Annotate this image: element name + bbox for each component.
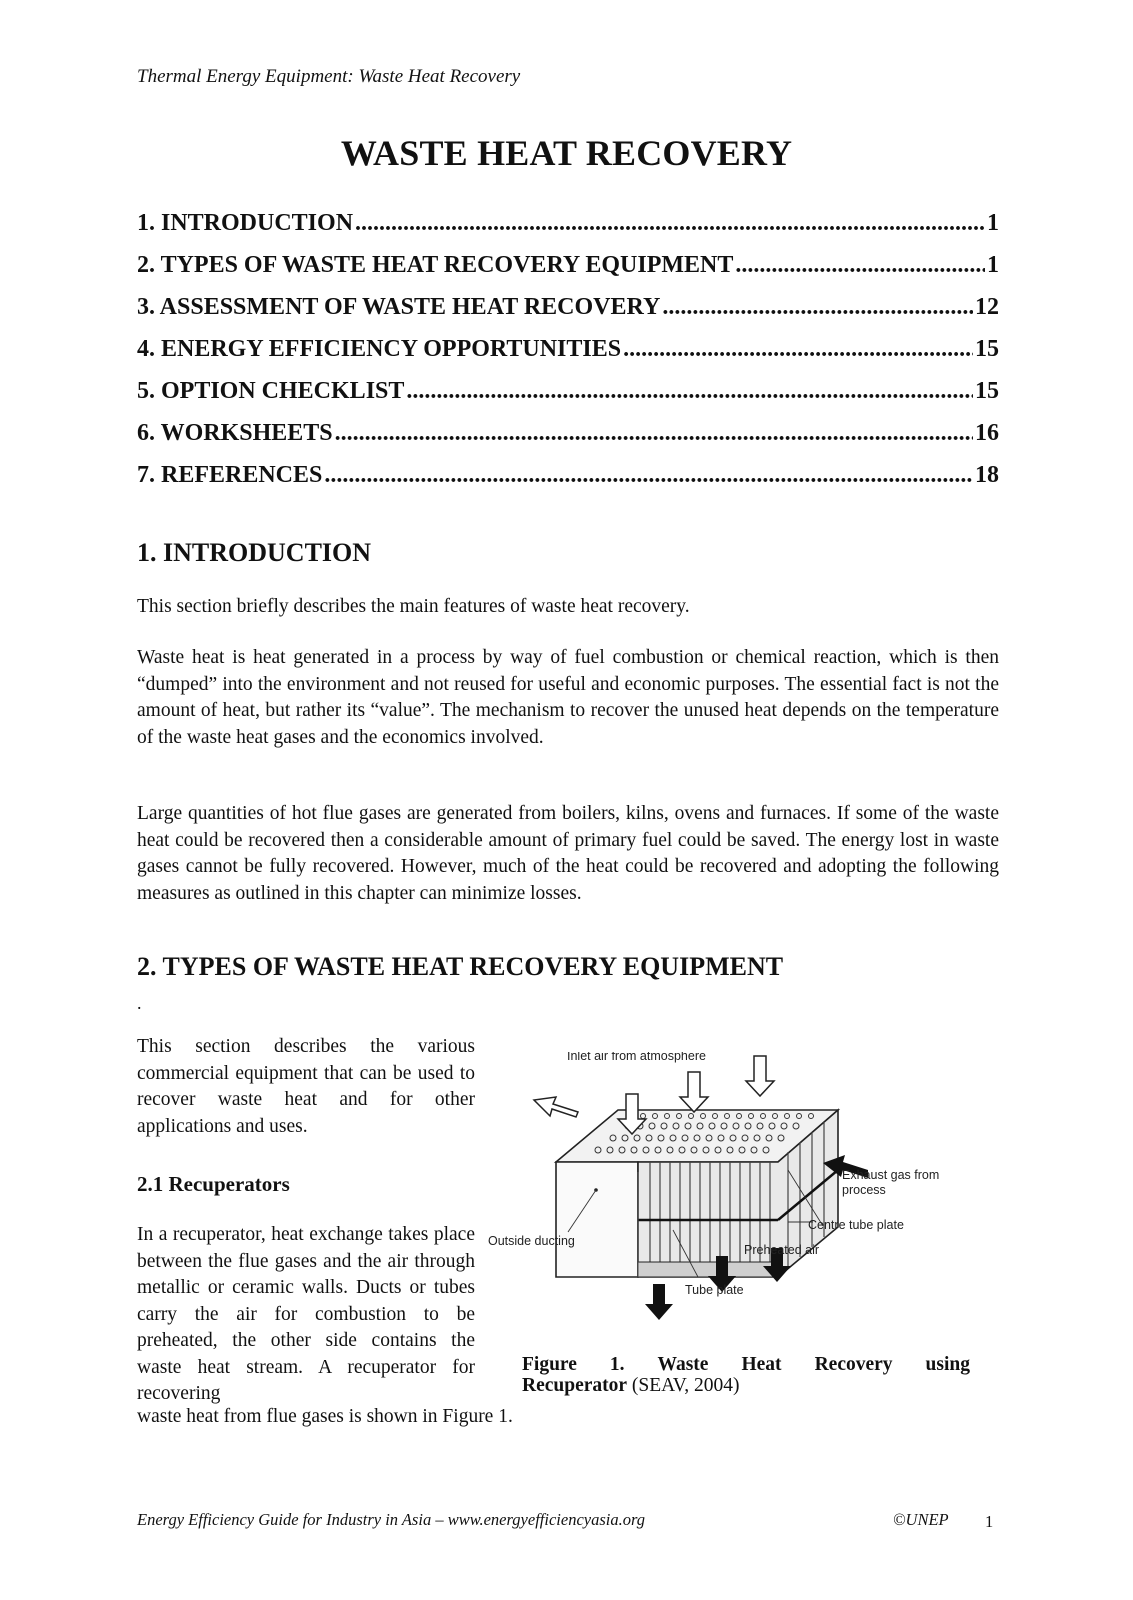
toc-leader <box>355 210 985 237</box>
label-tube-plate: Tube plate <box>685 1283 744 1297</box>
caption-line-2 <box>522 1375 970 1396</box>
running-header: Thermal Energy Equipment: Waste Heat Recovery <box>137 66 521 87</box>
intro-paragraph-1: This section briefly describes the main features of waste heat recovery. <box>137 596 690 617</box>
label-centre-tube-plate: Centre tube plate <box>808 1218 904 1232</box>
toc-entry-label: 1. INTRODUCTION <box>137 210 354 236</box>
toc-entry-page: 1 <box>987 252 999 278</box>
types-intro-paragraph: This section describes the various commercial equipment that can be used to recover waste heat and for other applications and uses. <box>137 1036 475 1137</box>
section-heading-introduction: 1. INTRODUCTION <box>137 538 372 567</box>
table-of-contents <box>137 210 999 504</box>
caption-recuperator: Recuperator <box>522 1375 628 1396</box>
toc-entry[interactable] <box>137 294 999 336</box>
toc-entry[interactable] <box>137 462 999 504</box>
label-preheated-air: Preheated air <box>744 1243 820 1257</box>
label-inlet-air: Inlet air from atmosphere <box>567 1052 706 1063</box>
toc-leader <box>662 294 973 321</box>
label-outside-ducting: Outside ducting <box>488 1234 575 1248</box>
toc-entry-page: 15 <box>975 378 999 404</box>
caption-word: Waste <box>657 1354 709 1375</box>
caption-line-1 <box>522 1354 970 1375</box>
toc-entry[interactable] <box>137 378 999 420</box>
caption-word: using <box>925 1354 970 1375</box>
recuperator-paragraph-end: waste heat from flue gases is shown in Figure 1. <box>137 1406 513 1427</box>
section-heading-types: 2. TYPES OF WASTE HEAT RECOVERY EQUIPMENT <box>137 952 784 981</box>
recuperator-paragraph: In a recuperator, heat exchange takes place between the flue gases and the air through metallic or ceramic walls. Ducts or tubes carry the air for combustion to be preheated, the other side contains the waste heat stream. A recuperator for recovering <box>137 1224 475 1404</box>
inlet-air-arrow <box>746 1056 774 1096</box>
preheated-air-arrow <box>645 1284 673 1320</box>
front-face <box>556 1162 638 1277</box>
toc-entry-label: 7. REFERENCES <box>137 462 323 488</box>
label-exhaust-gas: Exhaust gas from <box>842 1168 940 1182</box>
caption-word: Figure <box>522 1354 577 1375</box>
footer-page-number: 1 <box>985 1512 994 1531</box>
caption-word: Recovery <box>814 1354 893 1375</box>
toc-entry-page: 18 <box>975 462 999 488</box>
inlet-air-arrow <box>680 1072 708 1112</box>
intro-paragraph-2: Waste heat is heat generated in a process by way of fuel combustion or chemical reaction, which is then “dumped” into the environment and not reused for useful and economic purposes. The essential fact is not the amount of heat, but rather its “value”. The mechanism to recover the unused heat depends on the temperature of the waste heat gases and the economics involved. <box>137 647 999 748</box>
toc-entry-page: 1 <box>987 210 999 236</box>
toc-leader <box>623 336 973 363</box>
document-title: WASTE HEAT RECOVERY <box>340 133 793 173</box>
toc-entry-label: 3. ASSESSMENT OF WASTE HEAT RECOVERY <box>137 294 661 320</box>
subsection-heading-recuperators: 2.1 Recuperators <box>137 1172 290 1196</box>
footer-guide-title: Energy Efficiency Guide for Industry in Asia – www.energyefficiencyasia.org <box>137 1510 646 1529</box>
toc-entry-label: 2. TYPES OF WASTE HEAT RECOVERY EQUIPMENT <box>137 252 734 278</box>
caption-word: 1. <box>609 1354 625 1375</box>
toc-entry-label: 5. OPTION CHECKLIST <box>137 378 405 404</box>
outlet-air-arrow <box>534 1097 578 1117</box>
toc-entry-label: 6. WORKSHEETS <box>137 420 333 446</box>
label-exhaust-process: process <box>842 1183 886 1197</box>
intro-paragraph-3: Large quantities of hot flue gases are generated from boilers, kilns, ovens and furnaces. If some of the waste heat could be recovered then a considerable amount of primary fuel could be saved. The energy lost in waste gases cannot be fully recovered. However, much of the heat could be recovered and adopting the following measures as outlined in this chapter can minimize losses. <box>137 803 999 904</box>
toc-entry[interactable] <box>137 210 999 252</box>
caption-source: (SEAV, 2004) <box>627 1375 740 1396</box>
toc-entry[interactable] <box>137 420 999 462</box>
toc-entry-page: 15 <box>975 336 999 362</box>
toc-entry[interactable] <box>137 336 999 378</box>
recuperator-figure <box>488 1052 988 1342</box>
toc-leader <box>335 420 973 447</box>
figure-caption <box>522 1354 970 1396</box>
toc-entry-page: 16 <box>975 420 999 446</box>
toc-entry-page: 12 <box>975 294 999 320</box>
recuperator-drawing <box>488 1052 939 1320</box>
footer-copyright: ©UNEP <box>893 1510 949 1529</box>
toc-entry-label: 4. ENERGY EFFICIENCY OPPORTUNITIES <box>137 336 622 362</box>
toc-entry[interactable] <box>137 252 999 294</box>
toc-leader <box>406 378 973 405</box>
toc-leader <box>735 252 985 279</box>
stray-dot: . <box>137 993 142 1013</box>
caption-word: Heat <box>741 1354 782 1375</box>
toc-leader <box>324 462 973 489</box>
